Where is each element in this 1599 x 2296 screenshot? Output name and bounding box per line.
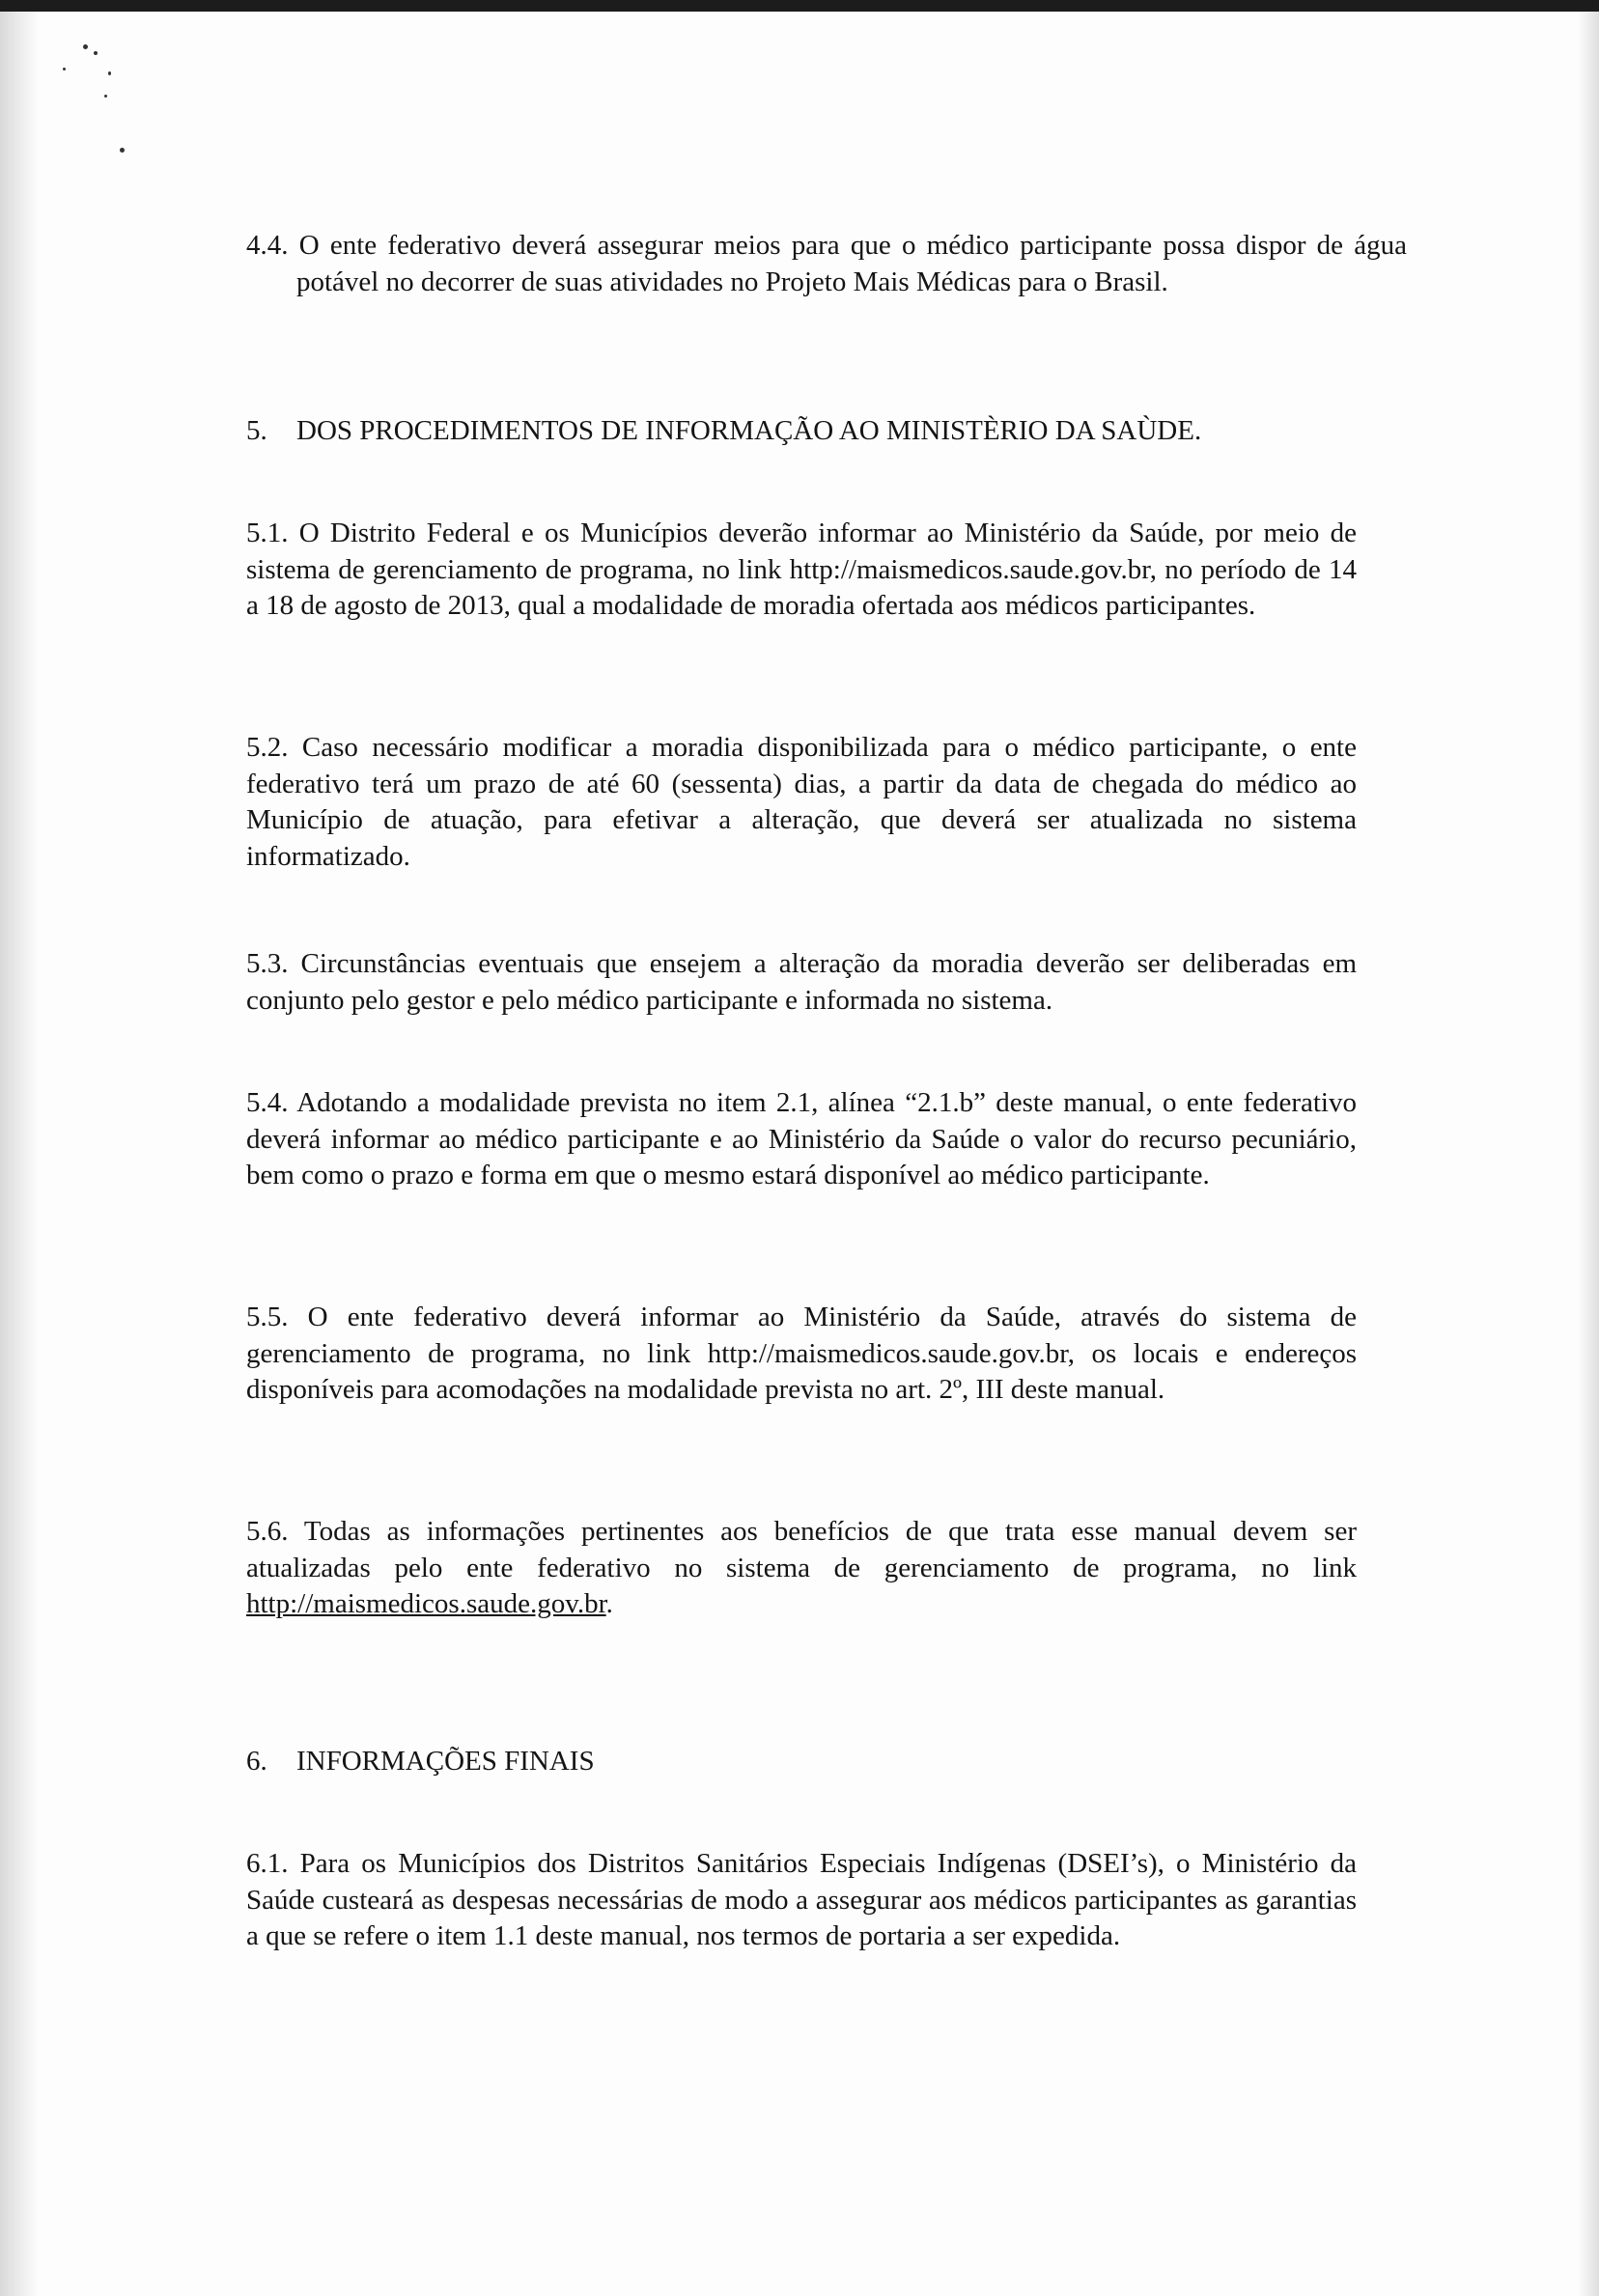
- paragraph-5-6-text: 5.6. Todas as informações pertinentes aos benefícios de que trata esse manual devem ser atualizadas pelo ente federativo no sistema de gerenciamento de programa, no link: [246, 1516, 1357, 1583]
- section-5-number: 5.: [246, 415, 267, 446]
- section-5-heading: [246, 413, 1201, 450]
- paragraph-6-1: 6.1. Para os Municípios dos Distritos Sanitários Especiais Indígenas (DSEI’s), o Ministério da Saúde custeará as despesas necessárias de modo a assegurar aos médicos participantes as garantias a que se refere o item 1.1 deste manual, nos termos de portaria a ser expedida.: [246, 1848, 1357, 1951]
- scan-left-shadow: [0, 12, 39, 2296]
- paragraph-5-4: 5.4. Adotando a modalidade prevista no item 2.1, alínea “2.1.b” deste manual, o ente federativo deverá informar ao médico participante e ao Ministério da Saúde o valor do recurso pecuniário, bem como o prazo e forma em que o mesmo estará disponível ao médico participante.: [246, 1087, 1357, 1190]
- paragraph-5-6: [246, 1514, 1357, 1623]
- paragraph-5-6-end: .: [605, 1588, 613, 1619]
- section-6-title: INFORMAÇÕES FINAIS: [296, 1746, 595, 1777]
- section-6-heading: [246, 1744, 595, 1780]
- scan-speck: [63, 68, 66, 70]
- scan-top-edge: [0, 0, 1599, 12]
- paragraph-5-1: 5.1. O Distrito Federal e os Municípios deverão informar ao Ministério da Saúde, por meio de sistema de gerenciamento de programa, no link http://maismedicos.saude.gov.br, no período de 14 a 18 de agosto de 2013, qual a modalidade de moradia ofertada aos médicos participantes.: [246, 518, 1357, 621]
- paragraph-5-2: 5.2. Caso necessário modificar a moradia disponibilizada para o médico participante, o ente federativo terá um prazo de até 60 (sessenta) dias, a partir da data de chegada do médico ao Município de atuação, para efetivar a alteração, que deverá ser atualizada no sistema informatizado.: [246, 732, 1357, 872]
- scan-speck: [104, 95, 107, 98]
- paragraph-5-5: 5.5. O ente federativo deverá informar ao Ministério da Saúde, através do sistema de gerenciamento de programa, no link http://maismedicos.saude.gov.br, os locais e endereços disponíveis para acomodações na modalidade prevista no art. 2º, III deste manual.: [246, 1302, 1357, 1405]
- maismedicos-link[interactable]: http://maismedicos.saude.gov.br: [246, 1588, 606, 1619]
- section-5-title: DOS PROCEDIMENTOS DE INFORMAÇÃO AO MINISTÈRIO DA SAÙDE.: [296, 415, 1202, 446]
- section-6-number: 6.: [246, 1746, 267, 1777]
- scan-speck: [94, 51, 98, 55]
- scan-speck: [83, 44, 88, 49]
- scan-speck: [108, 71, 111, 75]
- scan-speck: [120, 148, 125, 153]
- scan-right-shadow: [1578, 12, 1599, 2296]
- paragraph-4-4: 4.4. O ente federativo deverá assegurar meios para que o médico participante possa dispor de água potável no decorrer de suas atividades no Projeto Mais Médicas para o Brasil.: [246, 230, 1407, 297]
- paragraph-5-3: 5.3. Circunstâncias eventuais que ensejem a alteração da moradia deverão ser deliberadas em conjunto pelo gestor e pelo médico participante e informada no sistema.: [246, 948, 1357, 1016]
